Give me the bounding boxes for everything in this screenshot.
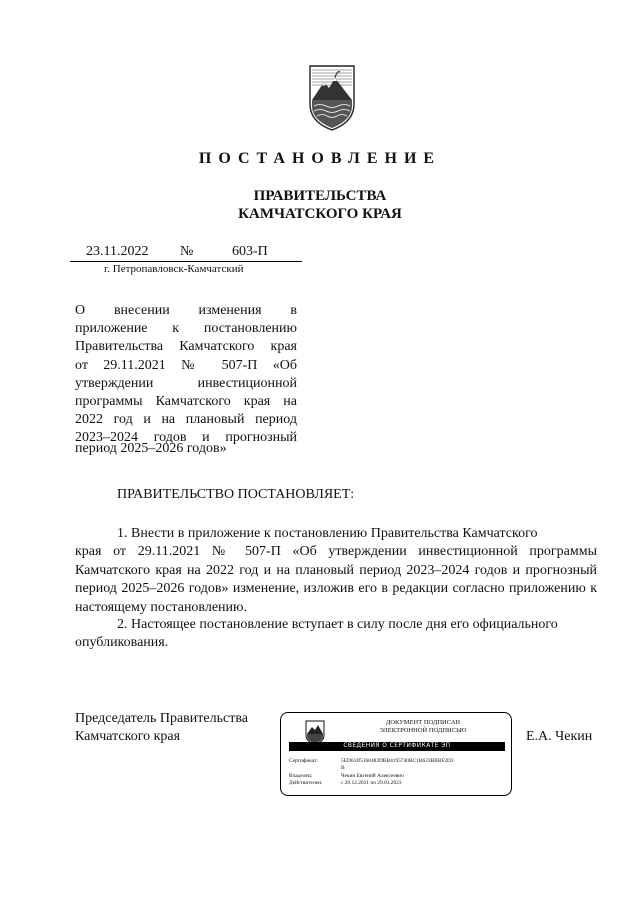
certificate-label: Сертификат: <box>289 758 318 764</box>
document-type-title: ПОСТАНОВЛЕНИЕ <box>198 150 442 167</box>
paragraph-2-text: опубликования. <box>75 635 169 651</box>
document-number: 603-П <box>232 244 268 259</box>
registration-underline <box>70 261 302 262</box>
valid-label: Действителен: <box>289 780 323 786</box>
paragraph-1 <box>75 525 597 617</box>
resolution-heading: ПРАВИТЕЛЬСТВО ПОСТАНОВЛЯЕТ: <box>117 487 355 502</box>
certificate-info-bar: СВЕДЕНИЯ О СЕРТИФИКАТЕ ЭП <box>289 742 505 751</box>
signer-title-line-2: Камчатского края <box>75 729 181 744</box>
paragraph-2-first-line: 2. Настоящее постановление вступает в силу после дня его официального <box>117 617 558 632</box>
signer-title-line-1: Председатель Правительства <box>75 711 248 726</box>
subject-line: программы Камчатского края на <box>75 394 297 410</box>
authority-line-2: КАМЧАТСКОГО КРАЯ <box>238 206 402 222</box>
subject-line: Правительства Камчатского края <box>75 339 297 355</box>
city-name: г. Петропавловск-Камчатский <box>104 263 244 275</box>
stamp-header <box>339 719 507 735</box>
stamp-header-line-1: ДОКУМЕНТ ПОДПИСАН <box>385 719 461 726</box>
electronic-signature-stamp <box>280 712 512 796</box>
paragraph-1-text: края от 29.11.2021 № 507-П «Об утверждении инвестиционной программы Камчатского края на 2022 год и на плановый период 2023–2024 годов и прогнозный период 2025–2026 годов» изменение, изложив его в редакции согласно приложению к настоящему постановлению. <box>75 544 597 615</box>
number-sign: № <box>180 244 194 259</box>
subject-line: утверждении инвестиционной <box>75 375 297 391</box>
paragraph-2 <box>75 616 597 653</box>
subject-line: 2023–2024 годов и прогнозный <box>75 430 297 446</box>
certificate-value-cont: B <box>341 764 345 771</box>
valid-value: с 29.12.2021 по 29.03.2023 <box>341 780 402 786</box>
subject-line: 2022 год и на плановый период <box>75 412 297 428</box>
subject-line: приложение к постановлению <box>75 321 297 337</box>
owner-label: Владелец: <box>289 773 313 779</box>
owner-value: Чекин Евгений Алексеевич <box>341 773 404 779</box>
authority-line-1: ПРАВИТЕЛЬСТВА <box>253 188 387 204</box>
document-date: 23.11.2022 <box>86 244 149 259</box>
signer-name: Е.А. Чекин <box>526 729 593 744</box>
stamp-header-line-2: ЭЛЕКТРОННОЙ ПОДПИСЬЮ <box>379 727 467 734</box>
subject-line: от 29.11.2021 № 507-П «Об <box>75 357 297 373</box>
subject-last-line: период 2025–2026 годов» <box>75 441 227 456</box>
kamchatka-coat-of-arms-icon <box>302 60 362 132</box>
paragraph-1-first-line: 1. Внести в приложение к постановлению Правительства Камчатского <box>117 526 538 541</box>
certificate-value: 5ED61D5160482DBB4195740BC1B633BBBF2D3 <box>341 758 454 764</box>
subject-line: О внесении изменения в <box>75 303 297 318</box>
document-subject <box>75 302 297 448</box>
